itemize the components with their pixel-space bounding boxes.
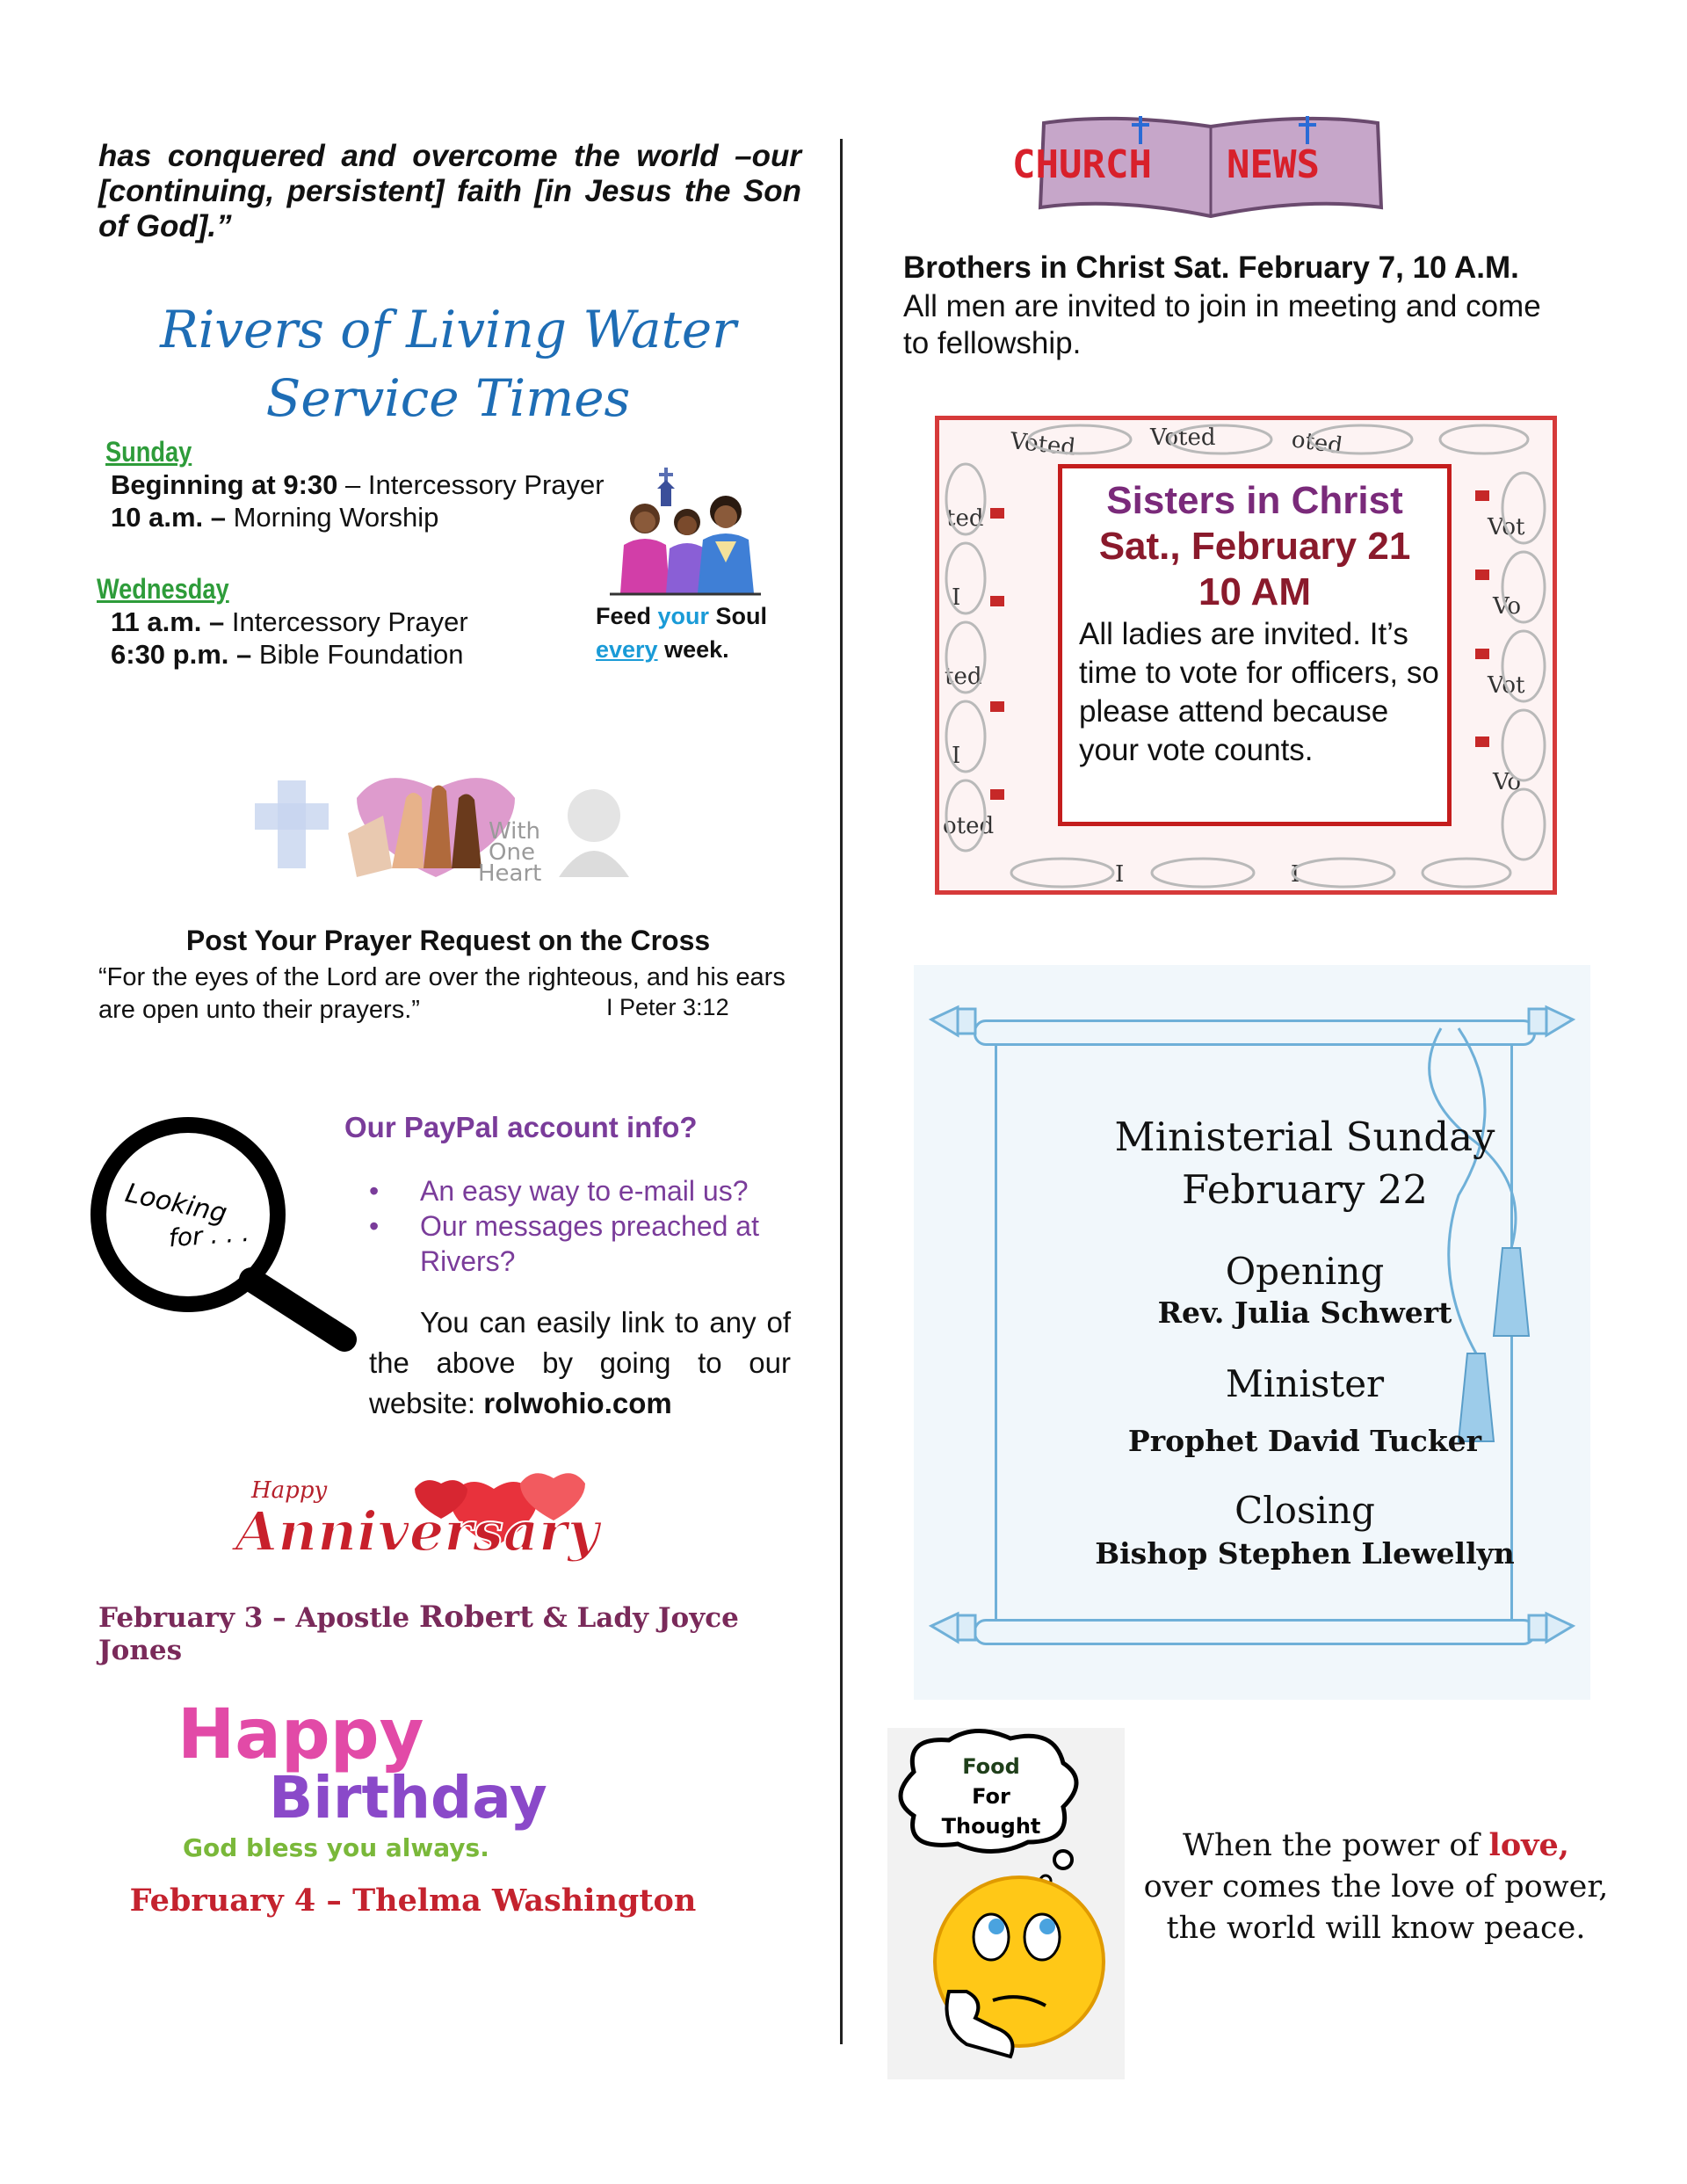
birthday-blessing-text: God bless you always. — [183, 1833, 489, 1862]
looking-text: Looking — [122, 1178, 230, 1230]
feed-soul-word: Soul — [709, 603, 768, 629]
quote-line1 — [1139, 1825, 1613, 1867]
sisters-time: 10 AM — [1198, 570, 1311, 613]
minister-name: Prophet David Tucker — [1127, 1424, 1482, 1458]
brothers-text: All men are invited to join in meeting and come to fellowship. — [903, 289, 1541, 360]
voted-word-10: Vo — [1493, 593, 1522, 620]
birthday-entry: February 4 – Thelma Washington — [129, 1883, 697, 1919]
with-text: With — [489, 818, 541, 845]
church-word: CHURCH — [1012, 142, 1152, 187]
feed-word: Feed — [596, 603, 658, 629]
wednesday-line-2-time: 6:30 p.m. – — [111, 639, 252, 670]
wednesday-line-2-desc: Bible Foundation — [251, 639, 464, 670]
sisters-title: Sisters in Christ — [1106, 479, 1403, 522]
quote-love-word: love, — [1488, 1827, 1569, 1863]
wednesday-schedule — [97, 573, 468, 671]
ministerial-title — [1002, 1111, 1608, 1216]
happy-anniversary-graphic — [230, 1462, 652, 1577]
feed-your-soul — [596, 599, 807, 666]
paypal-list — [369, 1173, 791, 1279]
sisters-heading — [1062, 478, 1447, 615]
birthday-happy-text: Happy — [177, 1695, 424, 1774]
anniversary-big-text: Anniversary — [235, 1499, 599, 1564]
closing-name: Bishop Stephen Llewellyn — [1095, 1536, 1515, 1571]
voted-word-4: ted — [946, 505, 984, 532]
sunday-line-2 — [111, 501, 605, 533]
service-times-title — [97, 295, 800, 432]
opening-label: Opening — [1225, 1250, 1385, 1293]
voted-word-5: I — [952, 584, 961, 611]
family-church-icon — [606, 457, 764, 598]
sunday-line-1 — [111, 468, 605, 501]
news-word: NEWS — [1227, 142, 1320, 187]
scroll-ornaments — [914, 984, 1590, 1696]
paypal-link-sentence: You can easily link to any of the above by going to our website: — [369, 1306, 791, 1419]
voted-word-11: Vot — [1488, 672, 1525, 699]
closing-label: Closing — [1234, 1489, 1375, 1532]
heart-text: Heart — [478, 860, 542, 886]
scripture-continuation: has conquered and overcome the world –our [continuing, persistent] faith [in Jesus the Son of God].” — [98, 139, 801, 243]
voted-word-13: I — [1115, 861, 1125, 888]
voted-word-9: Vot — [1488, 514, 1525, 541]
with-one-heart-graphic — [251, 763, 647, 886]
for-text: for . . . — [167, 1218, 250, 1253]
paypal-item-messages: • Our messages preached at Rivers? — [369, 1208, 791, 1279]
voted-word-1: Voted — [1009, 428, 1077, 461]
voted-word-2: Voted — [1150, 424, 1216, 451]
birthday-birthday-text: Birthday — [269, 1764, 547, 1832]
paypal-link-text — [369, 1302, 791, 1424]
wednesday-line-1-time: 11 a.m. – — [111, 606, 225, 637]
paypal-item-email: • An easy way to e-mail us? — [369, 1173, 791, 1208]
sunday-line-1-time: Beginning at 9:30 — [111, 469, 338, 500]
ministerial-title-line2: February 22 — [1181, 1166, 1429, 1213]
wednesday-line-2 — [111, 638, 468, 671]
anniversary-rest: & Lady Joyce Jones — [98, 1602, 739, 1666]
prayer-scripture: “For the eyes of the Lord are over the righteous, and his ears are open unto their prayers.” — [98, 963, 786, 1024]
voted-word-8: oted — [943, 813, 995, 839]
anniversary-date: February 3 – Apostle — [98, 1602, 419, 1634]
sunday-line-2-time: 10 a.m. – — [111, 502, 226, 533]
feed-your-word: your — [657, 603, 710, 629]
anniversary-entry — [97, 1600, 801, 1666]
sisters-date: Sat., February 21 — [1098, 525, 1411, 568]
church-news-banner — [1009, 112, 1413, 223]
sunday-line-2-desc: Morning Worship — [225, 502, 439, 533]
website-link[interactable]: rolwohio.com — [483, 1387, 672, 1419]
quote-line1-text: When the power of — [1183, 1828, 1489, 1863]
wednesday-heading: Wednesday — [97, 573, 229, 605]
minister-label: Minister — [1225, 1362, 1385, 1405]
wednesday-line-1-desc: Intercessory Prayer — [224, 606, 468, 637]
voted-word-7: I — [952, 743, 961, 769]
feed-every-word: every — [596, 636, 658, 663]
ministerial-title-line1: Ministerial Sunday — [1114, 1114, 1495, 1160]
prayer-scripture-reference: I Peter 3:12 — [606, 994, 729, 1020]
quote-line3: the world will know peace. — [1166, 1911, 1586, 1946]
wednesday-line-1 — [111, 606, 468, 638]
magnifying-glass-icon — [84, 1114, 366, 1352]
quote-line2: over comes the love of power, — [1143, 1869, 1609, 1905]
one-text: One — [489, 839, 535, 866]
voted-word-12: Vo — [1493, 769, 1522, 795]
feed-week-word: week. — [657, 636, 729, 663]
bubble-food: Food — [962, 1754, 1020, 1779]
prayer-request-heading: Post Your Prayer Request on the Cross — [185, 925, 711, 956]
voted-word-14: I — [1291, 861, 1300, 888]
bubble-for: For — [972, 1784, 1010, 1809]
brothers-heading: Brothers in Christ Sat. February 7, 10 A.M. — [903, 250, 1519, 285]
food-for-thought-emoji — [887, 1728, 1125, 2079]
service-times-title-line2: Service Times — [265, 368, 631, 428]
sunday-heading: Sunday — [105, 436, 192, 468]
paypal-heading: Our PayPal account info? — [344, 1111, 698, 1143]
sisters-body: All ladies are invited. It’s time to vote for officers, so please attend because your vote counts. — [1079, 617, 1439, 767]
opening-name: Rev. Julia Schwert — [1157, 1295, 1452, 1330]
bubble-thought: Thought — [941, 1814, 1041, 1839]
service-times-title-line1: Rivers of Living Water — [160, 300, 736, 359]
voted-word-6: ted — [945, 664, 982, 690]
happy-birthday-graphic — [172, 1687, 735, 1863]
voted-word-3: oted — [1290, 426, 1344, 461]
column-divider — [840, 139, 843, 2044]
anniversary-happy-text: Happy — [251, 1477, 328, 1504]
sunday-line-1-desc: – Intercessory Prayer — [337, 469, 605, 500]
anniversary-robert: Robert — [418, 1600, 533, 1635]
food-for-thought-quote — [1139, 1825, 1613, 1949]
sunday-schedule — [105, 436, 605, 533]
